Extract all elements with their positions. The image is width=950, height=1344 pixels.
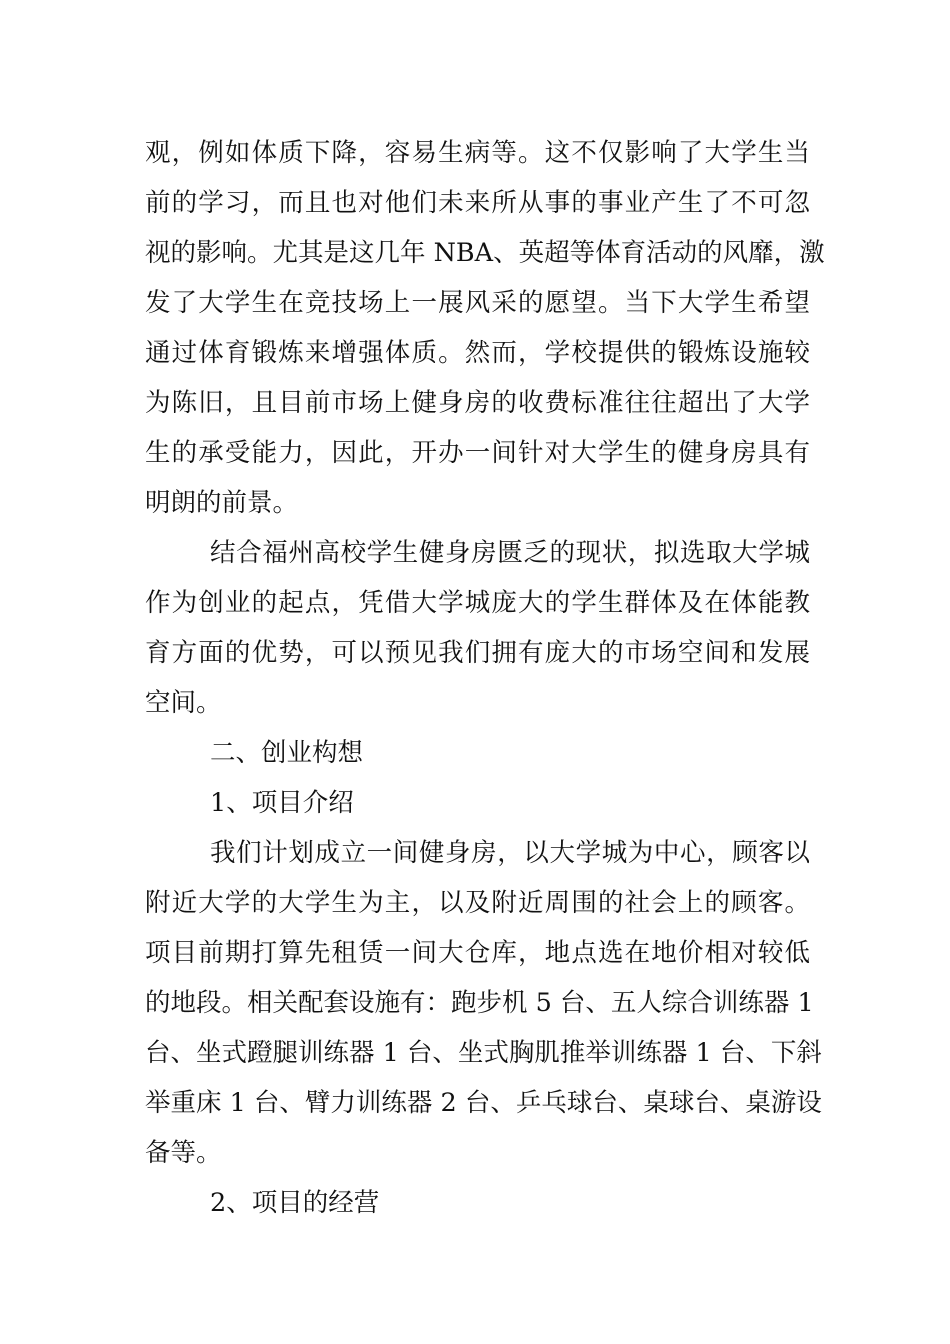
text-line: 为陈旧，且目前市场上健身房的收费标准往往超出了大学 — [145, 388, 810, 418]
text-line: 观，例如体质下降，容易生病等。这不仅影响了大学生当 — [145, 138, 810, 168]
text-line: 作为创业的起点，凭借大学城庞大的学生群体及在体能教 — [145, 588, 810, 618]
text-line: 育方面的优势，可以预见我们拥有庞大的市场空间和发展 — [145, 638, 810, 668]
text-line: 项目前期打算先租赁一间大仓库，地点选在地价相对较低 — [145, 938, 810, 968]
text-line: 的地段。相关配套设施有：跑步机 5 台、五人综合训练器 1 — [145, 988, 814, 1018]
text-line: 视的影响。尤其是这几年 NBA、英超等体育活动的风靡，激 — [145, 238, 825, 268]
text-line: 明朗的前景。 — [145, 488, 299, 518]
text-line: 结合福州高校学生健身房匮乏的现状，拟选取大学城 — [210, 538, 810, 568]
text-line: 备等。 — [145, 1138, 222, 1168]
text-line: 附近大学的大学生为主，以及附近周围的社会上的顾客。 — [145, 888, 810, 918]
text-line: 生的承受能力，因此，开办一间针对大学生的健身房具有 — [145, 438, 810, 468]
text-line: 发了大学生在竞技场上一展风采的愿望。当下大学生希望 — [145, 288, 810, 318]
section-heading: 二、创业构想 — [210, 738, 364, 768]
subsection-heading: 2、项目的经营 — [210, 1188, 380, 1218]
text-line: 通过体育锻炼来增强体质。然而，学校提供的锻炼设施较 — [145, 338, 810, 368]
text-line: 台、坐式蹬腿训练器 1 台、坐式胸肌推举训练器 1 台、下斜 — [145, 1038, 822, 1068]
text-line: 我们计划成立一间健身房，以大学城为中心，顾客以 — [210, 838, 810, 868]
subsection-heading: 1、项目介绍 — [210, 788, 354, 818]
text-line: 空间。 — [145, 688, 222, 718]
text-line: 前的学习，而且也对他们未来所从事的事业产生了不可忽 — [145, 188, 810, 218]
text-line: 举重床 1 台、臂力训练器 2 台、乒乓球台、桌球台、桌游设 — [145, 1088, 822, 1118]
